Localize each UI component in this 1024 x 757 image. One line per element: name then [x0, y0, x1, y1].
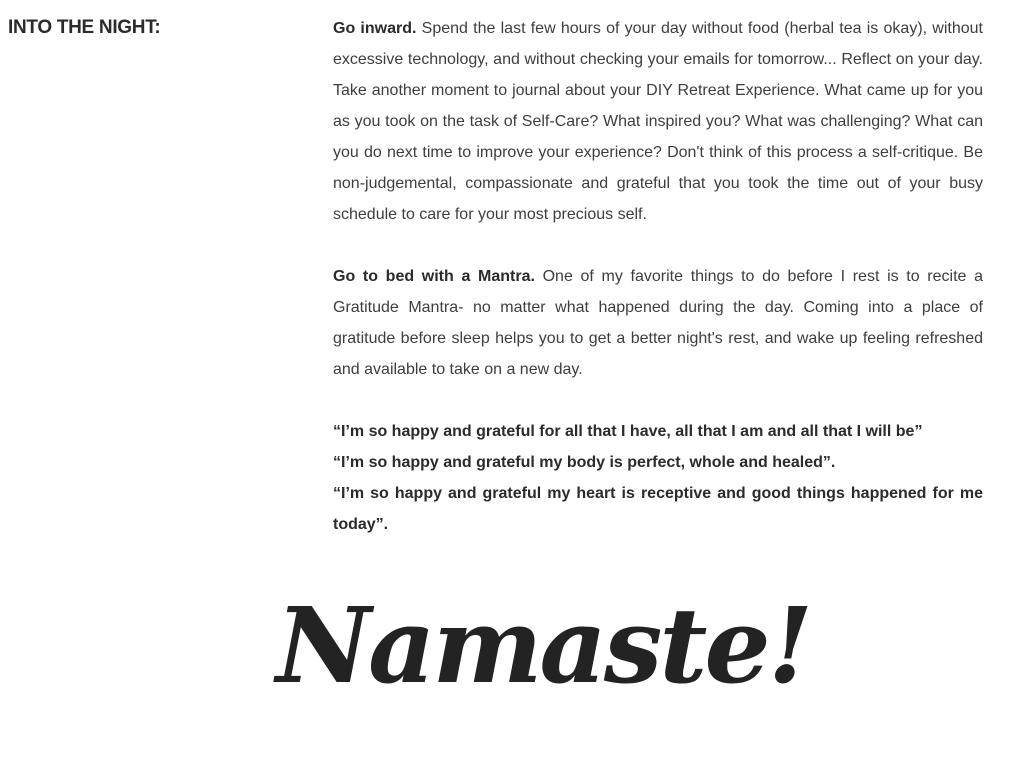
- namaste-signature: [270, 570, 811, 710]
- lead-mantra: Go to bed with a Mantra.: [333, 268, 535, 285]
- namaste-signature-graphic: [270, 570, 811, 710]
- lead-go-inward: Go inward.: [333, 20, 417, 37]
- mantra-item: “I’m so happy and grateful my heart is receptive and good things happened for me today”.: [333, 485, 983, 533]
- namaste-text: Namaste!: [276, 584, 811, 707]
- paragraph-mantra: [333, 261, 983, 385]
- mantra-item: “I’m so happy and grateful for all that I have, all that I am and all that I will be”: [333, 423, 923, 440]
- body-content: [333, 13, 983, 540]
- text-go-inward: Spend the last few hours of your day without food (herbal tea is okay), without excessive technology, and without checking your emails for tomorrow... Reflect on your day. Take another moment to journal about your DIY Retreat Experience. What came up for you as you took on the task of Self-Care? What inspired you? What was challenging? What can you do next time to improve your experience? Don't think of this process a self-critique. Be non-judgemental, compassionate and grateful that you took the time out of your busy schedule to care for your most precious self.: [333, 20, 984, 223]
- paragraph-go-inward: [333, 13, 983, 230]
- mantra-item: “I’m so happy and grateful my body is perfect, whole and healed”.: [333, 454, 836, 471]
- mantra-list: [333, 416, 983, 540]
- section-heading: INTO THE NIGHT:: [8, 17, 161, 38]
- text-mantra: One of my favorite things to do before I rest is to recite a Gratitude Mantra- no matter what happened during the day. Coming into a place of gratitude before sleep helps you to get a better night's rest, and wake up feeling refreshed and available to take on a new day.: [333, 268, 984, 378]
